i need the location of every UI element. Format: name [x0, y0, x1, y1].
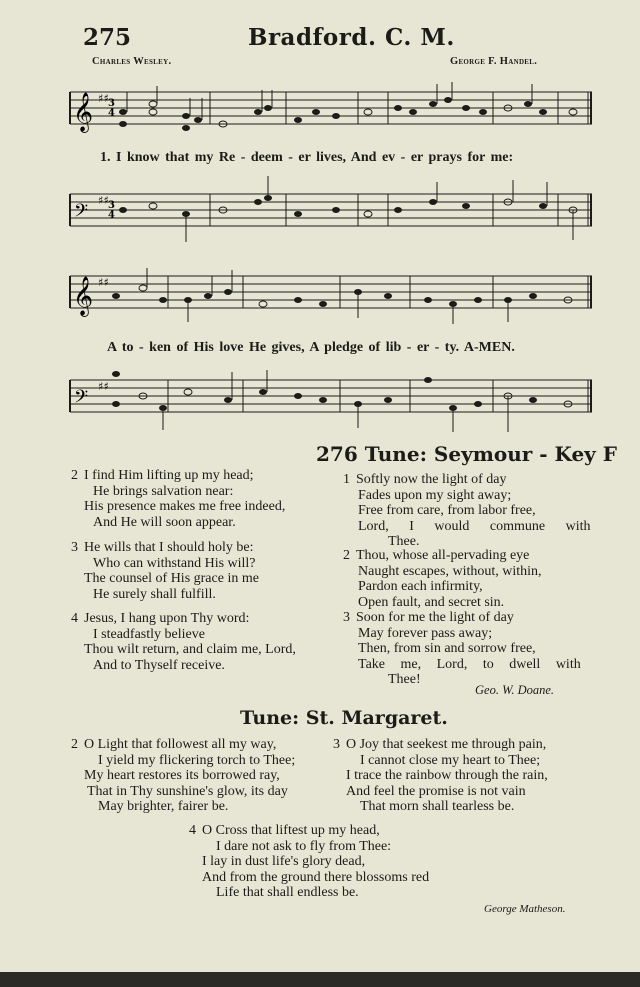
- svg-text:♯♯: ♯♯: [98, 276, 109, 289]
- hymn-number: 275: [83, 24, 132, 51]
- verse-line: 2 O Light that followest all my way,: [71, 737, 277, 752]
- verse-line: That in Thy sunshine's glow, its day: [87, 783, 288, 799]
- verse-line: May forever pass away;: [358, 625, 493, 641]
- verse-line: The counsel of His grace in me: [84, 571, 259, 586]
- verse-line: Lord, I would commune with: [358, 518, 591, 534]
- verse-line: He surely shall fulfill.: [93, 586, 216, 602]
- verse-line: And He will soon appear.: [93, 514, 236, 530]
- verse-line: 4 O Cross that liftest up my head,: [189, 823, 380, 838]
- svg-text:♯♯: ♯♯: [98, 380, 109, 393]
- verse-line: I dare not ask to fly from Thee:: [216, 838, 392, 854]
- verse-line: Thou wilt return, and claim me, Lord,: [84, 642, 296, 657]
- verse-276-1: [343, 472, 591, 550]
- verse-line: 3 He wills that I should holy be:: [71, 540, 254, 555]
- verse-line: He brings salvation near:: [93, 483, 234, 499]
- svg-text:♯♯: ♯♯: [98, 194, 109, 207]
- svg-text:4: 4: [108, 108, 115, 119]
- svg-text:𝄢: 𝄢: [74, 387, 89, 412]
- verse-line: And feel the promise is not vain: [346, 783, 526, 799]
- verse-line: I steadfastly believe: [93, 626, 205, 642]
- verse-line: Free from care, from labor free,: [358, 503, 536, 518]
- verse-line: 4 Jesus, I hang upon Thy word:: [71, 611, 250, 626]
- st-margaret-heading: Tune: St. Margaret.: [240, 707, 448, 729]
- verse-line: I trace the rainbow through the rain,: [346, 768, 548, 783]
- page-bottom-edge: [0, 972, 640, 987]
- verse-line: 3 O Joy that seekest me through pain,: [333, 737, 547, 752]
- hymn-title: Bradford. C. M.: [248, 24, 455, 51]
- verse-276-2: [343, 548, 591, 610]
- verse-line: Fades upon my sight away;: [358, 487, 512, 503]
- verse-275-2: [71, 468, 341, 530]
- svg-text:4: 4: [108, 210, 115, 221]
- music-staff-bass-2: [68, 362, 594, 434]
- svg-text:𝄞: 𝄞: [73, 276, 94, 316]
- verse-line: 3 Soon for me the light of day: [343, 610, 514, 625]
- verse-275-4: [71, 611, 341, 673]
- verse-line: 2 Thou, whose all-pervading eye: [343, 548, 530, 563]
- verse-line: May brighter, fairer be.: [98, 799, 229, 814]
- verse-line: Open fault, and secret sin.: [358, 594, 505, 610]
- verse-line: Naught escapes, without, within,: [358, 563, 542, 579]
- verse-line: I lay in dust life's glory dead,: [202, 854, 366, 869]
- lyric-line-2: A to - ken of His love He gives, A pledge of lib - er - ty. A-MEN.: [107, 340, 515, 355]
- verse-sm-2: [71, 737, 331, 815]
- st-margaret-author: George Matheson.: [484, 903, 566, 915]
- verse-line: His presence makes me free indeed,: [84, 499, 286, 514]
- composer-credit: George F. Handel.: [450, 56, 538, 67]
- lyric-line-1: 1. I know that my Re - deem - er lives, And ev - er prays for me:: [100, 150, 514, 165]
- verse-line: Take me, Lord, to dwell with: [358, 656, 581, 672]
- verse-line: Life that shall endless be.: [216, 885, 359, 900]
- verse-line: And from the ground there blossoms red: [202, 869, 430, 885]
- verse-line: 2 I find Him lifting up my head;: [71, 468, 254, 483]
- verse-line: And to Thyself receive.: [93, 657, 225, 673]
- hymn-276-author: Geo. W. Doane.: [475, 683, 555, 697]
- svg-text:♯♯: ♯♯: [98, 92, 109, 105]
- verse-line: Thee!: [388, 672, 421, 687]
- verse-line: 1 Softly now the light of day: [343, 472, 507, 487]
- verse-line: Then, from sin and sorrow free,: [358, 641, 536, 656]
- verse-line: That morn shall tearless be.: [360, 799, 515, 814]
- verse-sm-3: [333, 737, 603, 815]
- svg-text:3: 3: [108, 200, 115, 211]
- author-credit: Charles Wesley.: [92, 56, 172, 67]
- verse-line: Pardon each infirmity,: [358, 579, 483, 594]
- music-staff-treble-1: [68, 82, 594, 140]
- verse-sm-4: [189, 823, 479, 901]
- verse-line: I cannot close my heart to Thee;: [360, 752, 541, 768]
- verse-line: I yield my flickering torch to Thee;: [98, 752, 296, 768]
- verse-line: Who can withstand His will?: [93, 555, 256, 571]
- svg-text:𝄞: 𝄞: [73, 92, 94, 132]
- verse-line: My heart restores its borrowed ray,: [84, 768, 280, 783]
- verse-276-3: [343, 610, 591, 688]
- hymn-276-heading: 276 Tune: Seymour - Key F: [316, 442, 617, 466]
- svg-text:𝄢: 𝄢: [74, 201, 89, 226]
- music-staff-bass-1: [68, 172, 594, 244]
- verse-line: Thee.: [388, 534, 420, 549]
- music-staff-treble-2: [68, 262, 594, 326]
- verse-275-3: [71, 540, 341, 602]
- svg-text:3: 3: [108, 98, 115, 109]
